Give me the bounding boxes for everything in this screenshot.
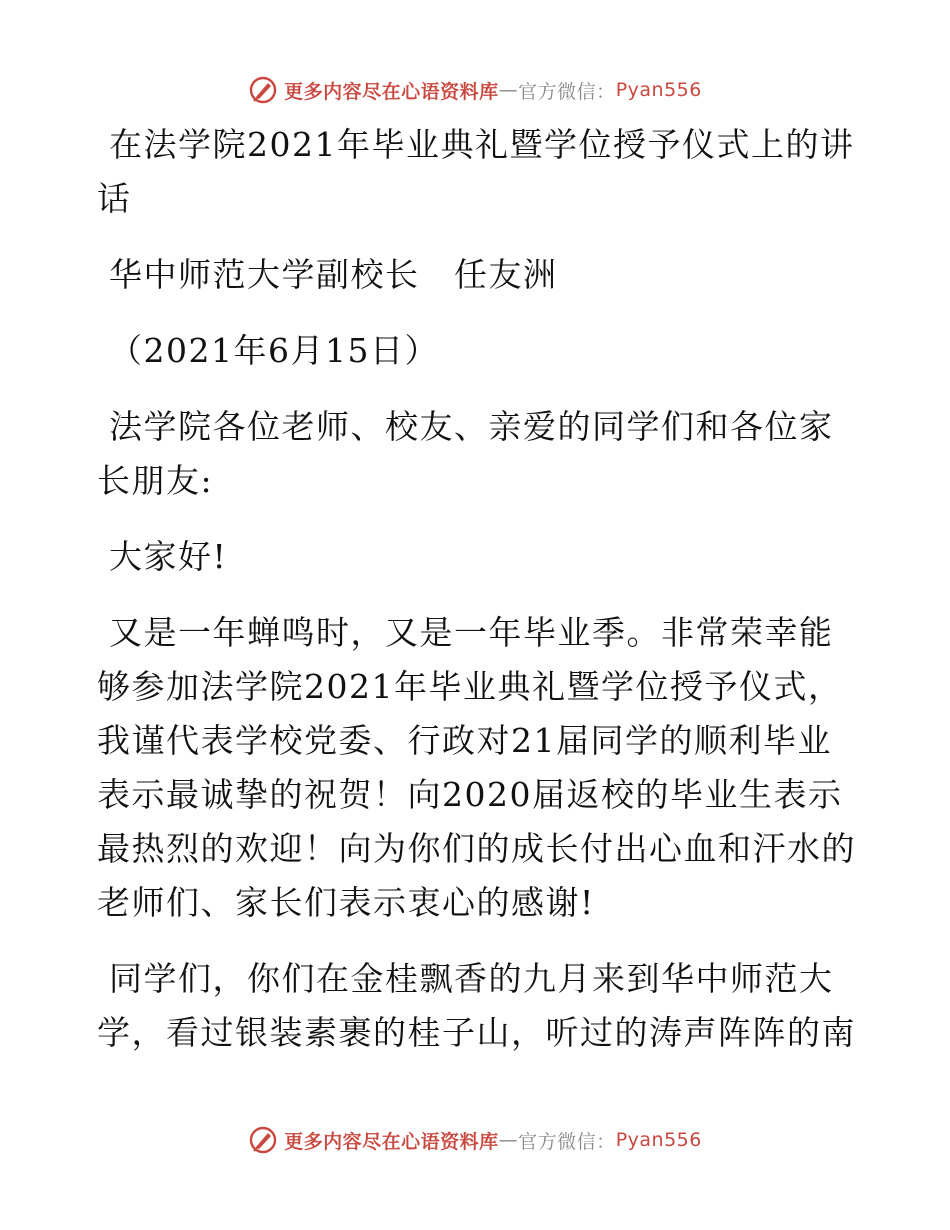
writing-pen-circle-icon: [248, 1125, 278, 1155]
header-wechat-id: Pyan556: [615, 79, 702, 101]
footer-dash: —: [498, 1129, 519, 1151]
footer-wechat-id: Pyan556: [615, 1129, 702, 1151]
speech-date: （2021年6月15日）: [109, 331, 439, 370]
paragraph-1: 又是一年蝉鸣时，又是一年毕业季。非常荣幸能够参加法学院2021年毕业典礼暨学位授予仪式，我谨代表学校党委、行政对21届同学的顺利毕业表示最诚挚的祝贺！向2020届返校的毕业生表示最热烈的欢迎！向为你们的成长付出心血和汗水的老师们、家长们表示衷心的感谢!: [97, 613, 856, 922]
header-site-text: 更多内容尽在心语资料库: [284, 80, 499, 103]
footer-official-label: 官方微信：: [518, 1130, 616, 1153]
paragraph-2: 同学们，你们在金桂飘香的九月来到华中师范大学，看过银装素裹的桂子山，听过的涛声阵阵的南: [97, 959, 856, 1052]
salutation: 法学院各位老师、校友、亲爱的同学们和各位家长朋友:: [97, 407, 834, 500]
greeting: 大家好!: [109, 537, 228, 576]
header-watermark-banner: [0, 70, 950, 110]
speaker-line: 华中师范大学副校长 任友洲: [109, 255, 558, 294]
writing-pen-circle-icon: [248, 75, 278, 105]
footer-site-text: 更多内容尽在心语资料库: [284, 1130, 499, 1153]
header-official-label: 官方微信：: [518, 80, 616, 103]
header-dash: —: [498, 79, 519, 101]
document-body: [97, 118, 857, 1082]
document-title: 在法学院2021年毕业典礼暨学位授予仪式上的讲话: [97, 125, 855, 218]
footer-watermark-banner: [0, 1120, 950, 1160]
